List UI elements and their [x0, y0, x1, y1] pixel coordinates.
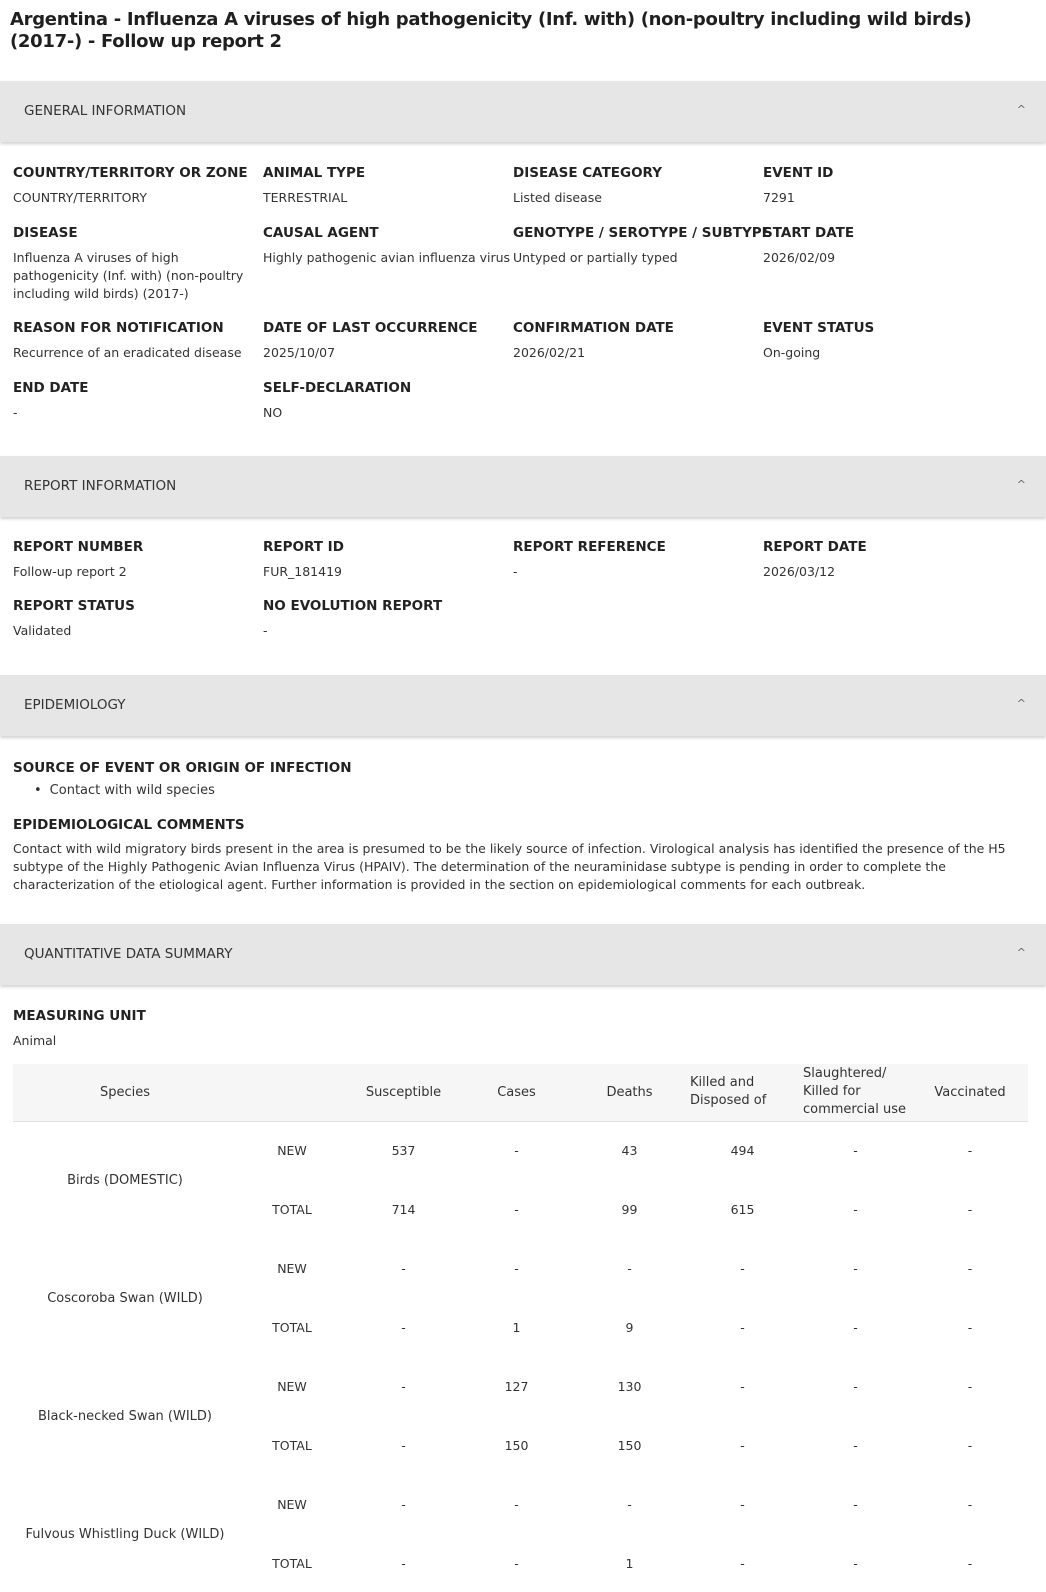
value-cell: 615: [730, 1202, 755, 1217]
info-field: [13, 165, 263, 207]
field-label: CONFIRMATION DATE: [513, 320, 674, 336]
info-field: [763, 320, 1013, 362]
field-value: Highly pathogenic avian influenza virus: [263, 250, 511, 265]
column-header: Species: [13, 1064, 237, 1121]
field-label: REASON FOR NOTIFICATION: [13, 320, 224, 336]
info-field: [13, 598, 263, 640]
section-title: REPORT INFORMATION: [24, 478, 177, 494]
info-field: [513, 539, 763, 581]
section-title: EPIDEMIOLOGY: [24, 697, 126, 713]
field-value: 2026/03/12: [763, 564, 836, 579]
value-cell: -: [967, 1438, 973, 1453]
field-label: MEASURING UNIT: [13, 1008, 146, 1024]
species-cell: Black-necked Swan (WILD): [37, 1408, 212, 1424]
value-cell: 9: [625, 1320, 634, 1335]
value-cell: -: [401, 1556, 406, 1571]
field-value: -: [263, 623, 268, 638]
value-cell: -: [401, 1438, 406, 1453]
info-field: [263, 320, 513, 362]
info-field: [263, 598, 513, 640]
measuring-unit: [13, 1008, 263, 1050]
info-field: [13, 225, 263, 303]
column-header: Slaughtered/ Killed for commercial use: [799, 1064, 912, 1121]
field-label: DISEASE: [13, 225, 78, 241]
field-label: END DATE: [13, 380, 89, 396]
field-label: REPORT REFERENCE: [513, 539, 666, 555]
field-value: Animal: [13, 1033, 57, 1048]
value-cell: -: [740, 1320, 745, 1335]
field-label: REPORT NUMBER: [13, 539, 144, 555]
column-header: Vaccinated: [912, 1064, 1028, 1121]
value-cell: -: [627, 1261, 632, 1276]
row-type-label: TOTAL: [272, 1438, 312, 1453]
value-cell: -: [967, 1143, 973, 1159]
value-cell: -: [401, 1261, 406, 1276]
info-field: [263, 380, 513, 422]
table-row: [13, 1239, 1028, 1298]
info-field: [513, 320, 763, 362]
column-header: Killed and Disposed of: [686, 1064, 799, 1121]
field-value: COUNTRY/TERRITORY: [13, 190, 148, 205]
section-header-report[interactable]: [0, 456, 1046, 517]
value-cell: 150: [617, 1438, 642, 1453]
field-label: EVENT STATUS: [763, 320, 875, 336]
info-field: [263, 165, 513, 207]
field-value: On-going: [763, 345, 821, 360]
field-value: 2026/02/21: [513, 345, 586, 360]
field-value: Follow-up report 2: [13, 564, 127, 579]
table-header-row: [13, 1064, 1028, 1121]
quantitative-table: [13, 1064, 1028, 1592]
field-value: -: [13, 405, 18, 420]
field-label: EPIDEMIOLOGICAL COMMENTS: [13, 817, 245, 833]
field-label: COUNTRY/TERRITORY OR ZONE: [13, 165, 248, 181]
field-label: REPORT DATE: [763, 539, 867, 555]
info-field: [763, 225, 1013, 267]
field-value: FUR_181419: [263, 564, 342, 579]
value-cell: -: [967, 1202, 973, 1217]
value-cell: -: [514, 1202, 519, 1217]
column-header: [237, 1064, 347, 1121]
species-cell: Fulvous Whistling Duck (WILD): [25, 1526, 225, 1542]
epidemiological-comments: Contact with wild migratory birds present in the area is presumed to be the likely source of infection. Virological analysis has identified the presence of the H5 subtype of the Highly Pathogenic Avian Influenza Virus (HPAIV). The determination of the neuraminidase subtype is pending in order to complete the characterization of the etiological agent. Further information is provided in the section on epidemiological comments for each outbreak.: [13, 841, 1006, 892]
field-value: Recurrence of an eradicated disease: [13, 345, 242, 360]
table-row: [13, 1121, 1028, 1180]
value-cell: 537: [391, 1143, 416, 1159]
field-label: REPORT STATUS: [13, 598, 135, 614]
row-type-label: TOTAL: [272, 1202, 312, 1217]
value-cell: 99: [621, 1202, 638, 1217]
value-cell: -: [853, 1261, 858, 1276]
value-cell: 714: [391, 1202, 416, 1217]
value-cell: -: [740, 1556, 745, 1571]
field-label: REPORT ID: [263, 539, 344, 555]
section-header-epidemiology[interactable]: [0, 675, 1046, 736]
source-list: [34, 783, 215, 798]
info-field: [263, 539, 513, 581]
info-field: [13, 320, 263, 362]
field-label: ANIMAL TYPE: [263, 165, 366, 181]
species-cell: Birds (DOMESTIC): [67, 1172, 183, 1188]
field-value: NO: [263, 405, 283, 420]
field-label: GENOTYPE / SEROTYPE / SUBTYPE: [513, 225, 771, 241]
value-cell: -: [853, 1320, 858, 1335]
info-field: [13, 539, 263, 581]
column-header: Susceptible: [347, 1064, 460, 1121]
value-cell: -: [967, 1379, 973, 1394]
field-value: 2025/10/07: [263, 345, 336, 360]
value-cell: -: [740, 1379, 745, 1394]
chevron-up-icon[interactable]: ^: [1016, 946, 1026, 959]
value-cell: -: [853, 1143, 858, 1159]
field-value: 2026/02/09: [763, 250, 836, 265]
info-field: [513, 225, 771, 267]
field-label: SOURCE OF EVENT OR ORIGIN OF INFECTION: [13, 760, 352, 776]
field-label: DATE OF LAST OCCURRENCE: [263, 320, 478, 336]
info-field: [513, 165, 763, 207]
field-label: EVENT ID: [763, 165, 834, 181]
value-cell: -: [853, 1202, 858, 1217]
field-value: Influenza A viruses of high pathogenicity (Inf. with) (non-poultry including wild birds) (2017-): [13, 250, 244, 301]
value-cell: -: [967, 1497, 973, 1512]
value-cell: -: [740, 1261, 745, 1276]
value-cell: -: [967, 1261, 973, 1276]
info-field: [263, 225, 513, 267]
row-type-label: NEW: [277, 1143, 307, 1159]
field-value: Validated: [13, 623, 72, 638]
value-cell: -: [740, 1497, 745, 1512]
field-label: NO EVOLUTION REPORT: [263, 598, 443, 614]
value-cell: -: [401, 1497, 406, 1512]
value-cell: -: [514, 1143, 519, 1159]
value-cell: -: [853, 1379, 858, 1394]
value-cell: -: [967, 1320, 973, 1335]
table-row: [13, 1357, 1028, 1416]
row-type-label: NEW: [277, 1379, 307, 1394]
row-type-label: NEW: [277, 1261, 307, 1276]
field-value: Untyped or partially typed: [513, 250, 678, 265]
info-field: [13, 380, 263, 422]
list-item: • Contact with wild species: [34, 783, 215, 798]
field-value: Listed disease: [513, 190, 602, 205]
value-cell: -: [514, 1497, 519, 1512]
value-cell: 130: [617, 1379, 642, 1394]
chevron-up-icon[interactable]: ^: [1016, 697, 1026, 710]
section-header-quantitative[interactable]: [0, 924, 1046, 985]
species-cell: Coscoroba Swan (WILD): [47, 1290, 203, 1306]
chevron-up-icon[interactable]: ^: [1016, 478, 1026, 491]
value-cell: 150: [504, 1438, 529, 1453]
page-title: Argentina - Influenza A viruses of high pathogenicity (Inf. with) (non-poultry including wild birds) (2017-) - Follow up report 2: [10, 9, 972, 52]
value-cell: 43: [621, 1143, 638, 1159]
value-cell: 1: [625, 1556, 634, 1571]
value-cell: -: [853, 1556, 858, 1571]
column-header: Deaths: [573, 1064, 686, 1121]
value-cell: -: [740, 1438, 745, 1453]
value-cell: -: [514, 1556, 519, 1571]
field-value: 7291: [763, 190, 795, 205]
field-label: CAUSAL AGENT: [263, 225, 379, 241]
field-label: START DATE: [763, 225, 855, 241]
epidemiological-comments-heading: [13, 817, 613, 834]
row-type-label: TOTAL: [272, 1320, 312, 1335]
chevron-up-icon[interactable]: ^: [1016, 103, 1026, 116]
column-header: Cases: [460, 1064, 573, 1121]
value-cell: 494: [730, 1143, 755, 1159]
field-value: -: [513, 564, 518, 579]
table-row: [13, 1475, 1028, 1534]
value-cell: 127: [504, 1379, 529, 1394]
value-cell: -: [514, 1261, 519, 1276]
section-title: QUANTITATIVE DATA SUMMARY: [24, 946, 233, 962]
source-of-event: [13, 760, 613, 777]
field-label: SELF-DECLARATION: [263, 380, 412, 396]
field-value: TERRESTRIAL: [263, 190, 348, 205]
value-cell: -: [967, 1556, 973, 1571]
value-cell: -: [401, 1379, 406, 1394]
value-cell: -: [627, 1497, 632, 1512]
row-type-label: NEW: [277, 1497, 307, 1512]
row-type-label: TOTAL: [272, 1556, 312, 1571]
value-cell: -: [401, 1320, 406, 1335]
field-label: DISEASE CATEGORY: [513, 165, 662, 181]
value-cell: 1: [512, 1320, 521, 1335]
value-cell: -: [853, 1497, 858, 1512]
section-title: GENERAL INFORMATION: [24, 103, 187, 119]
info-field: [763, 539, 1013, 581]
value-cell: -: [853, 1438, 858, 1453]
info-field: [763, 165, 1013, 207]
section-header-general[interactable]: [0, 81, 1046, 142]
